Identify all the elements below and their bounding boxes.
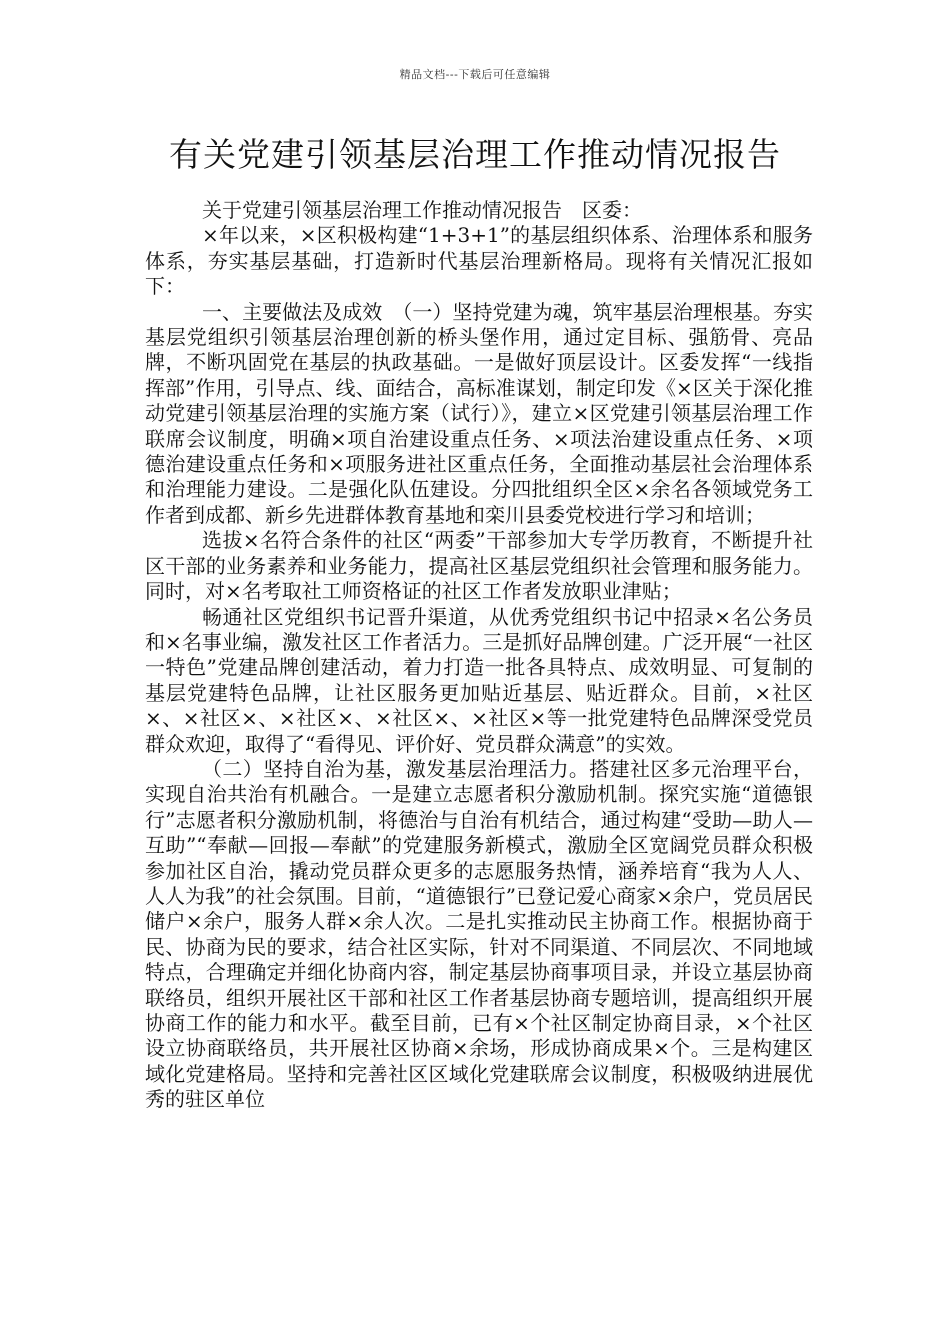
- body-paragraph-cadre-education: 选拔×名符合条件的社区“两委”干部参加大专学历教育，不断提升社区干部的业务素养和业务能力，提高社区基层党组织社会管理和服务能力。同时，对×名考取社工师资格证的社区工作者发放职业津贴；: [145, 528, 813, 604]
- body-paragraph-brand-building: 畅通社区党组织书记晋升渠道，从优秀党组织书记中招录×名公务员和×名事业编，激发社区工作者活力。三是抓好品牌创建。广泛开展“一社区一特色”党建品牌创建活动，着力打造一批各具特点、成效明显、可复制的基层党建特色品牌，让社区服务更加贴近基层、贴近群众。目前，×社区×、×社区×、×社区×、×社区×、×社区×等一批党建特色品牌深受党员群众欢迎，取得了“看得见、评价好、党员群众满意”的实效。: [145, 604, 813, 756]
- body-paragraph-salutation: 关于党建引领基层治理工作推动情况报告 区委：: [202, 198, 642, 222]
- document-body: [145, 198, 813, 1113]
- page-header-note: 精品文档---下载后可任意编辑: [399, 68, 551, 81]
- body-paragraph-section-one: 一、主要做法及成效 （一）坚持党建为魂，筑牢基层治理根基。夯实基层党组织引领基层治理创新的桥头堡作用，通过定目标、强筋骨、亮品牌，不断巩固党在基层的执政基础。一是做好顶层设计。区委发挥“一线指挥部”作用，引导点、线、面结合，高标准谋划，制定印发《×区关于深化推动党建引领基层治理的实施方案（试行）》，建立×区党建引领基层治理工作联席会议制度，明确×项自治建设重点任务、×项法治建设重点任务、×项德治建设重点任务和×项服务进社区重点任务，全面推动基层社会治理体系和治理能力建设。二是强化队伍建设。分四批组织全区×余名各领域党务工作者到成都、新乡先进群体教育基地和栾川县委党校进行学习和培训；: [145, 299, 813, 527]
- body-paragraph-intro: ×年以来，×区积极构建“1+3+1”的基层组织体系、治理体系和服务体系，夯实基层基础，打造新时代基层治理新格局。现将有关情况汇报如下：: [145, 223, 813, 299]
- body-paragraph-section-two: （二）坚持自治为基，激发基层治理活力。搭建社区多元治理平台，实现自治共治有机融合。一是建立志愿者积分激励机制。探究实施“道德银行”志愿者积分激励机制，将德治与自治有机结合，通过构建“受助—助人—互助”“奉献—回报—奉献”的党建服务新模式，激励全区宽阔党员群众积极参加社区自治，撬动党员群众更多的志愿服务热情，涵养培育“我为人人、人人为我”的社会氛围。目前，“道德银行”已登记爱心商家×余户，党员居民储户×余户，服务人群×余人次。二是扎实推动民主协商工作。根据协商于民、协商为民的要求，结合社区实际，针对不同渠道、不同层次、不同地域特点，合理确定并细化协商内容，制定基层协商事项目录，并设立基层协商联络员，组织开展社区干部和社区工作者基层协商专题培训，提高组织开展协商工作的能力和水平。截至目前，已有×个社区制定协商目录，×个社区设立协商联络员，共开展社区协商×余场，形成协商成果×个。三是构建区域化党建格局。坚持和完善社区区域化党建联席会议制度，积极吸纳进展优秀的驻区单位: [145, 756, 813, 1112]
- document-title: 有关党建引领基层治理工作推动情况报告: [169, 135, 781, 174]
